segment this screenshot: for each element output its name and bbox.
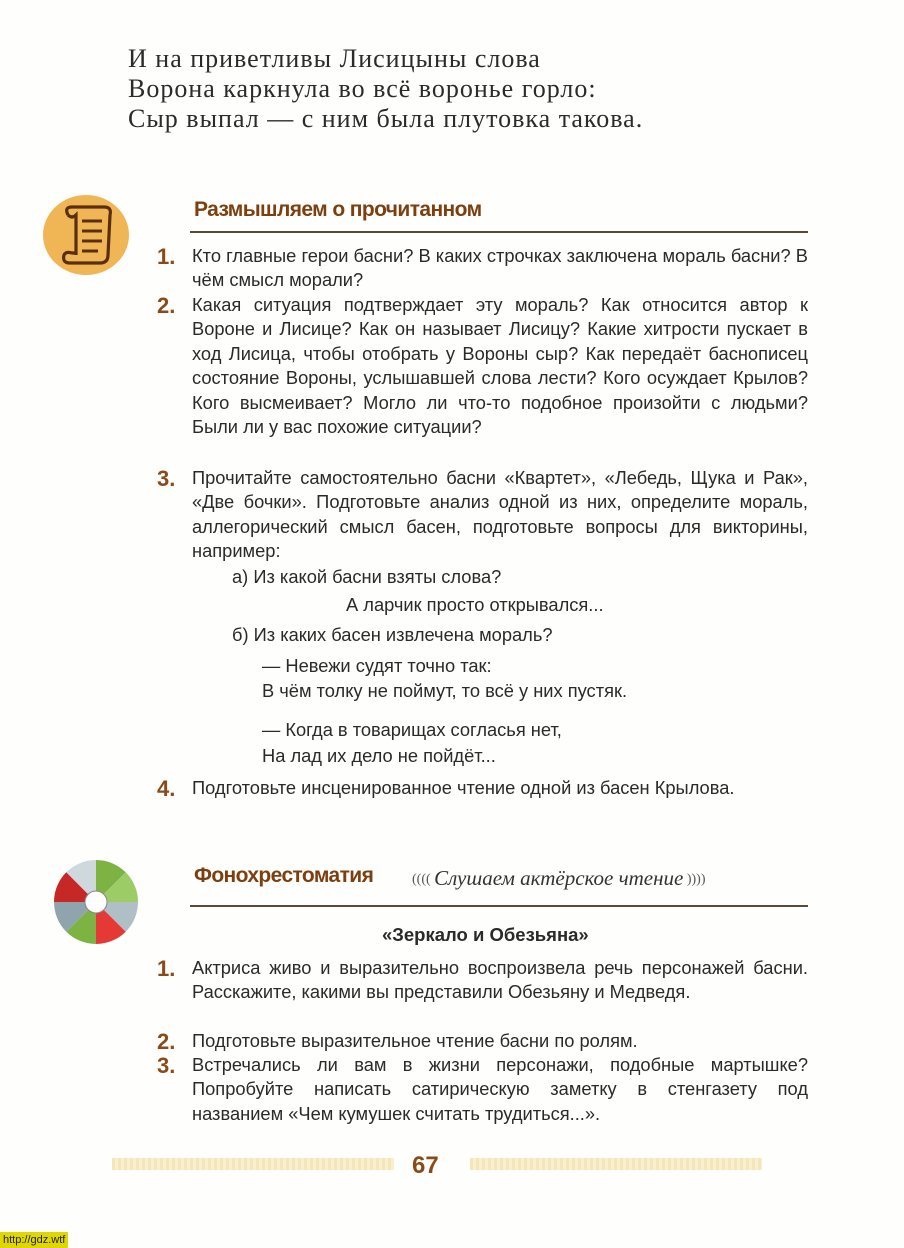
- question-text: Какая ситуация подтверждает эту мораль? Как относится автор к Вороне и Лисице? Как он называет Лисицу? Какие хитрости пускает в ход Лисица, чтобы отобрать у Вороны сыр? Как передаёт баснописец состояние Вороны, услышавшей слова лести? Кого осуждает Крылов? Кого высмеивает? Могло ли что-то подобное произойти с людьми? Были ли у вас похожие ситуации?: [192, 294, 808, 438]
- quote-b-line: — Когда в товарищах согласья нет,: [262, 719, 562, 740]
- verse-line: Сыр выпал — с ним была плутовка такова.: [128, 104, 644, 133]
- quote-b-line: В чём толку не поймут, то всё у них пустяк.: [262, 680, 628, 701]
- question-number: 2.: [157, 1029, 176, 1054]
- quote-b-line: На лад их дело не пойдёт...: [262, 745, 496, 766]
- sub-question-a: а) Из какой басни взяты слова?: [232, 566, 502, 587]
- question-number: 4.: [157, 776, 176, 801]
- audio-subheading: [412, 866, 706, 891]
- verse-line: Ворона каркнула во всё воронье горло:: [128, 74, 597, 103]
- audio-subheading-text: Слушаем актёрское чтение: [434, 866, 684, 890]
- question-text: Кто главные герои басни? В каких строчках заключена мораль басни? В чём смысл морали?: [192, 245, 808, 291]
- section-heading-audio: Фонохрестоматия: [194, 864, 374, 887]
- verse-line: И на приветливы Лисицыны слова: [128, 44, 541, 73]
- question-number: 1.: [157, 956, 176, 981]
- section-divider: [190, 905, 808, 907]
- sound-waves-icon: ((((: [412, 872, 435, 887]
- section-divider: [190, 231, 808, 233]
- quote-b-line: — Невежи судят точно так:: [262, 655, 492, 676]
- fable-verse: [128, 44, 643, 134]
- page-number: 67: [412, 1152, 439, 1179]
- question-text: Встречались ли вам в жизни персонажи, подобные мартышке? Попробуйте написать сатирическую заметку в стенгазету под названием «Чем кумушек считать трудиться...».: [192, 1054, 808, 1124]
- footer-decoration: [112, 1158, 394, 1170]
- question-text: Актриса живо и выразительно воспроизвела речь персонажей басни. Расскажите, какими вы представили Обезьяну и Медведя.: [192, 957, 808, 1003]
- footer-decoration: [470, 1158, 762, 1170]
- section-heading-reflection: Размышляем о прочитанном: [194, 198, 482, 221]
- question-number: 3.: [157, 466, 176, 491]
- question-number: 3.: [157, 1053, 176, 1078]
- cd-icon: [52, 858, 140, 946]
- scroll-icon: [42, 193, 132, 277]
- question-text: Подготовьте инсценированное чтение одной из басен Крылова.: [192, 777, 735, 798]
- quote-a: А ларчик просто открывался...: [346, 594, 604, 615]
- sound-waves-icon: )))): [683, 872, 706, 887]
- question-text: Прочитайте самостоятельно басни «Квартет», «Лебедь, Щука и Рак», «Две бочки». Подготовьте анализ одной из них, определите мораль, аллегорический смысл басен, подготовьте вопросы для викторины, например:: [192, 467, 808, 562]
- question-text: Подготовьте выразительное чтение басни по ролям.: [192, 1030, 638, 1051]
- question-number: 2.: [157, 293, 176, 318]
- watermark-link[interactable]: http://gdz.wtf: [0, 1232, 68, 1248]
- fable-title: «Зеркало и Обезьяна»: [382, 924, 589, 945]
- question-number: 1.: [157, 244, 176, 269]
- sub-question-b: б) Из каких басен извлечена мораль?: [232, 624, 553, 645]
